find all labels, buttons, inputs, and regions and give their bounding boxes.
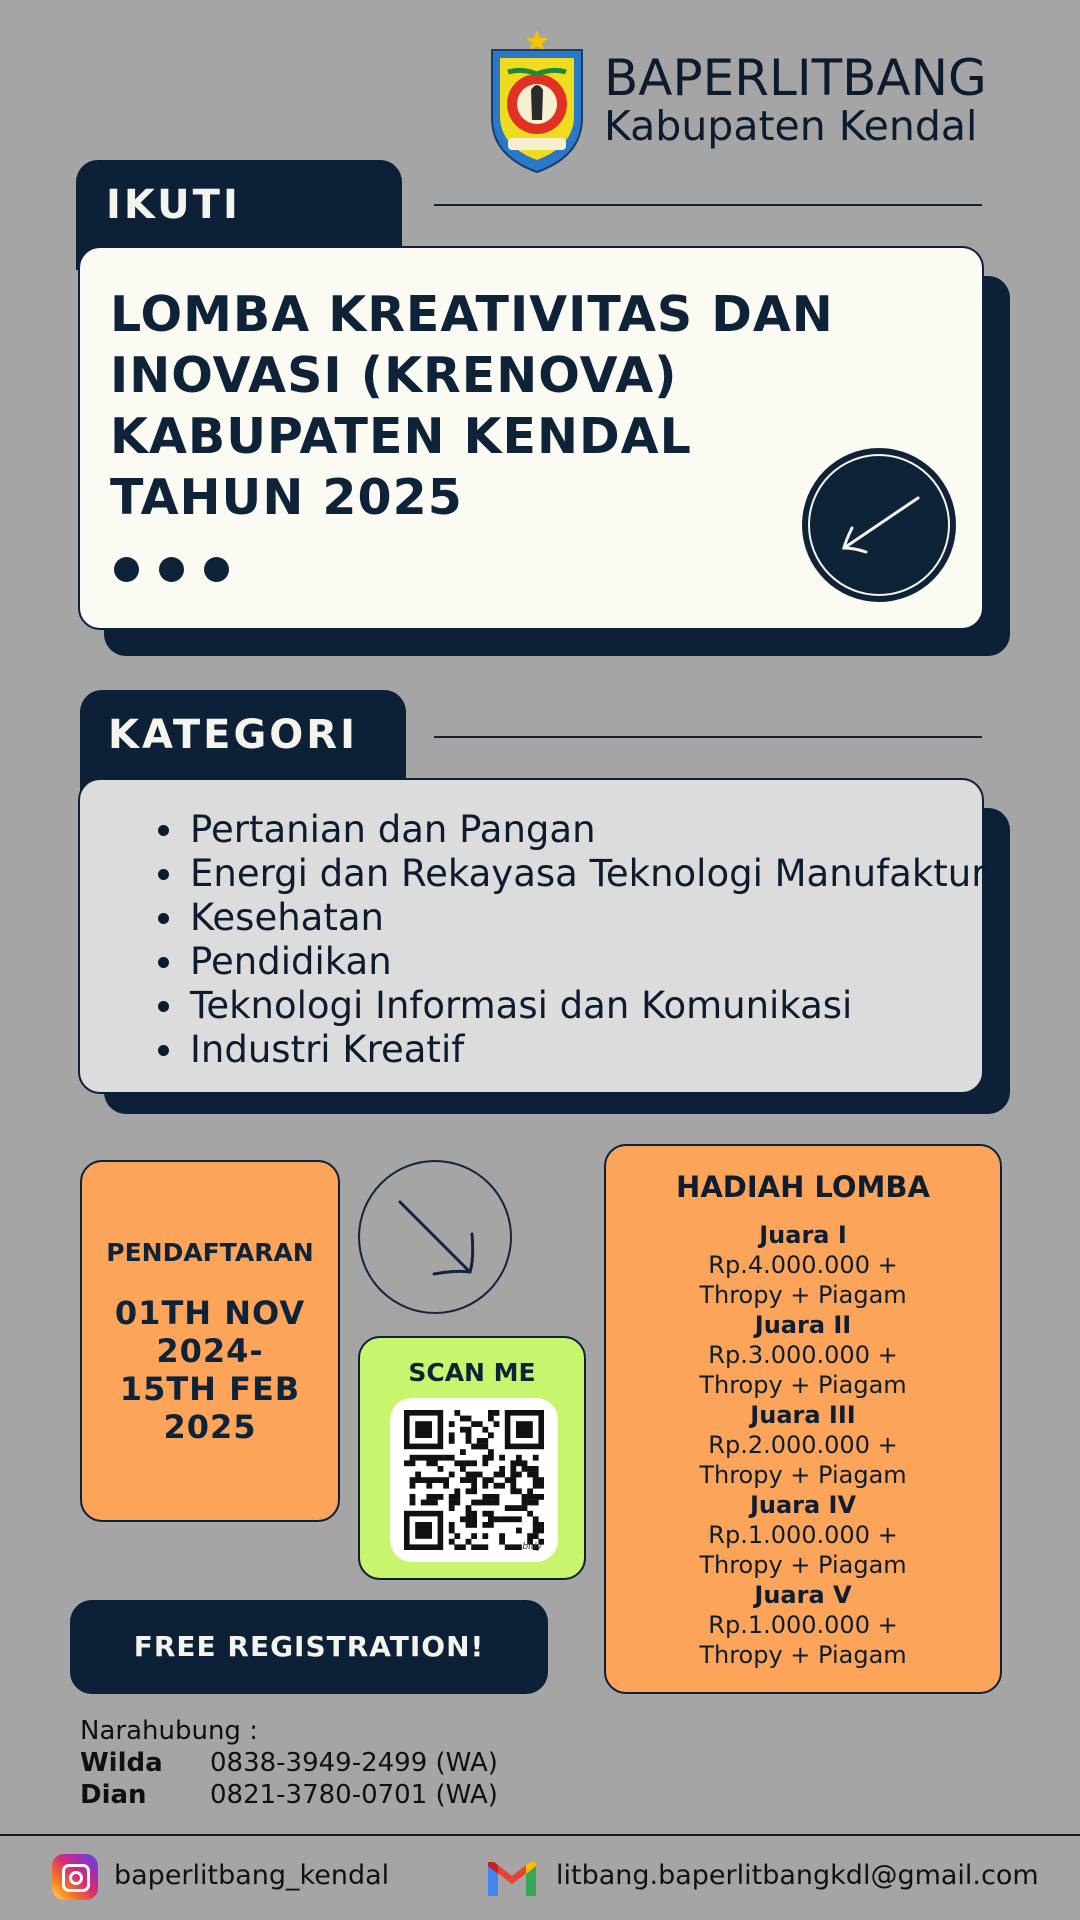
contact-label: Narahubung : (80, 1716, 258, 1746)
tab-ikuti-label: IKUTI (106, 182, 241, 228)
qr-code-icon (404, 1410, 544, 1550)
prize-box (604, 1144, 1002, 1694)
registration-title: PENDAFTARAN (106, 1238, 314, 1267)
prize-item: Juara V Rp.1.000.000 + Thropy + Piagam (699, 1581, 907, 1669)
prize-item: Juara II Rp.3.000.000 + Thropy + Piagam (699, 1311, 907, 1399)
free-registration-button[interactable]: FREE REGISTRATION! (70, 1600, 548, 1694)
scan-box (358, 1336, 586, 1580)
qr-code[interactable] (390, 1398, 558, 1562)
prize-list (606, 1220, 1000, 1670)
list-item: Pertanian dan Pangan (150, 808, 986, 852)
scan-title: SCAN ME (408, 1358, 536, 1387)
divider-line (434, 736, 982, 738)
prize-item: Juara I Rp.4.000.000 + Thropy + Piagam (699, 1221, 907, 1309)
registration-box (80, 1160, 340, 1522)
contact-phone[interactable]: 0838-3949-2499 (WA) (210, 1748, 498, 1778)
instagram-icon[interactable] (52, 1854, 98, 1900)
org-name: BAPERLITBANG (604, 49, 987, 107)
instagram-handle[interactable]: baperlitbang_kendal (114, 1860, 390, 1891)
arrow-down-left-icon (802, 448, 956, 602)
decor-dot (159, 557, 184, 582)
footer-divider (0, 1834, 1080, 1836)
arrow-down-right-icon (358, 1160, 512, 1314)
list-item: Pendidikan (150, 940, 986, 984)
list-item: Kesehatan (150, 896, 986, 940)
contact-name: Wilda (80, 1748, 163, 1778)
divider-line (434, 204, 982, 206)
competition-headline: LOMBA KREATIVITAS DAN INOVASI (KRENOVA) KABUPATEN KENDAL TAHUN 2025 (110, 286, 834, 526)
list-item: Industri Kreatif (150, 1028, 986, 1072)
list-item: Energi dan Rekayasa Teknologi Manufaktur (150, 852, 986, 896)
category-list (150, 808, 986, 1072)
decor-dot (204, 557, 229, 582)
contact-row (80, 1780, 498, 1810)
prize-title: HADIAH LOMBA (676, 1170, 930, 1204)
prize-item: Juara III Rp.2.000.000 + Thropy + Piagam (699, 1401, 907, 1489)
email-address[interactable]: litbang.baperlitbangkdl@gmail.com (556, 1860, 1039, 1891)
tab-kategori-label: KATEGORI (108, 712, 358, 758)
qr-tag: bitly (522, 1542, 542, 1552)
contact-phone[interactable]: 0821-3780-0701 (WA) (210, 1780, 498, 1810)
kendal-logo (482, 28, 592, 176)
prize-item: Juara IV Rp.1.000.000 + Thropy + Piagam (699, 1491, 907, 1579)
list-item: Teknologi Informasi dan Komunikasi (150, 984, 986, 1028)
contact-name: Dian (80, 1780, 147, 1810)
org-subtitle: Kabupaten Kendal (604, 102, 978, 150)
contact-row (80, 1748, 498, 1778)
registration-date: 01TH NOV 2024- 15TH FEB 2025 (114, 1294, 306, 1446)
decor-dot (114, 557, 139, 582)
gmail-icon[interactable] (486, 1860, 538, 1898)
